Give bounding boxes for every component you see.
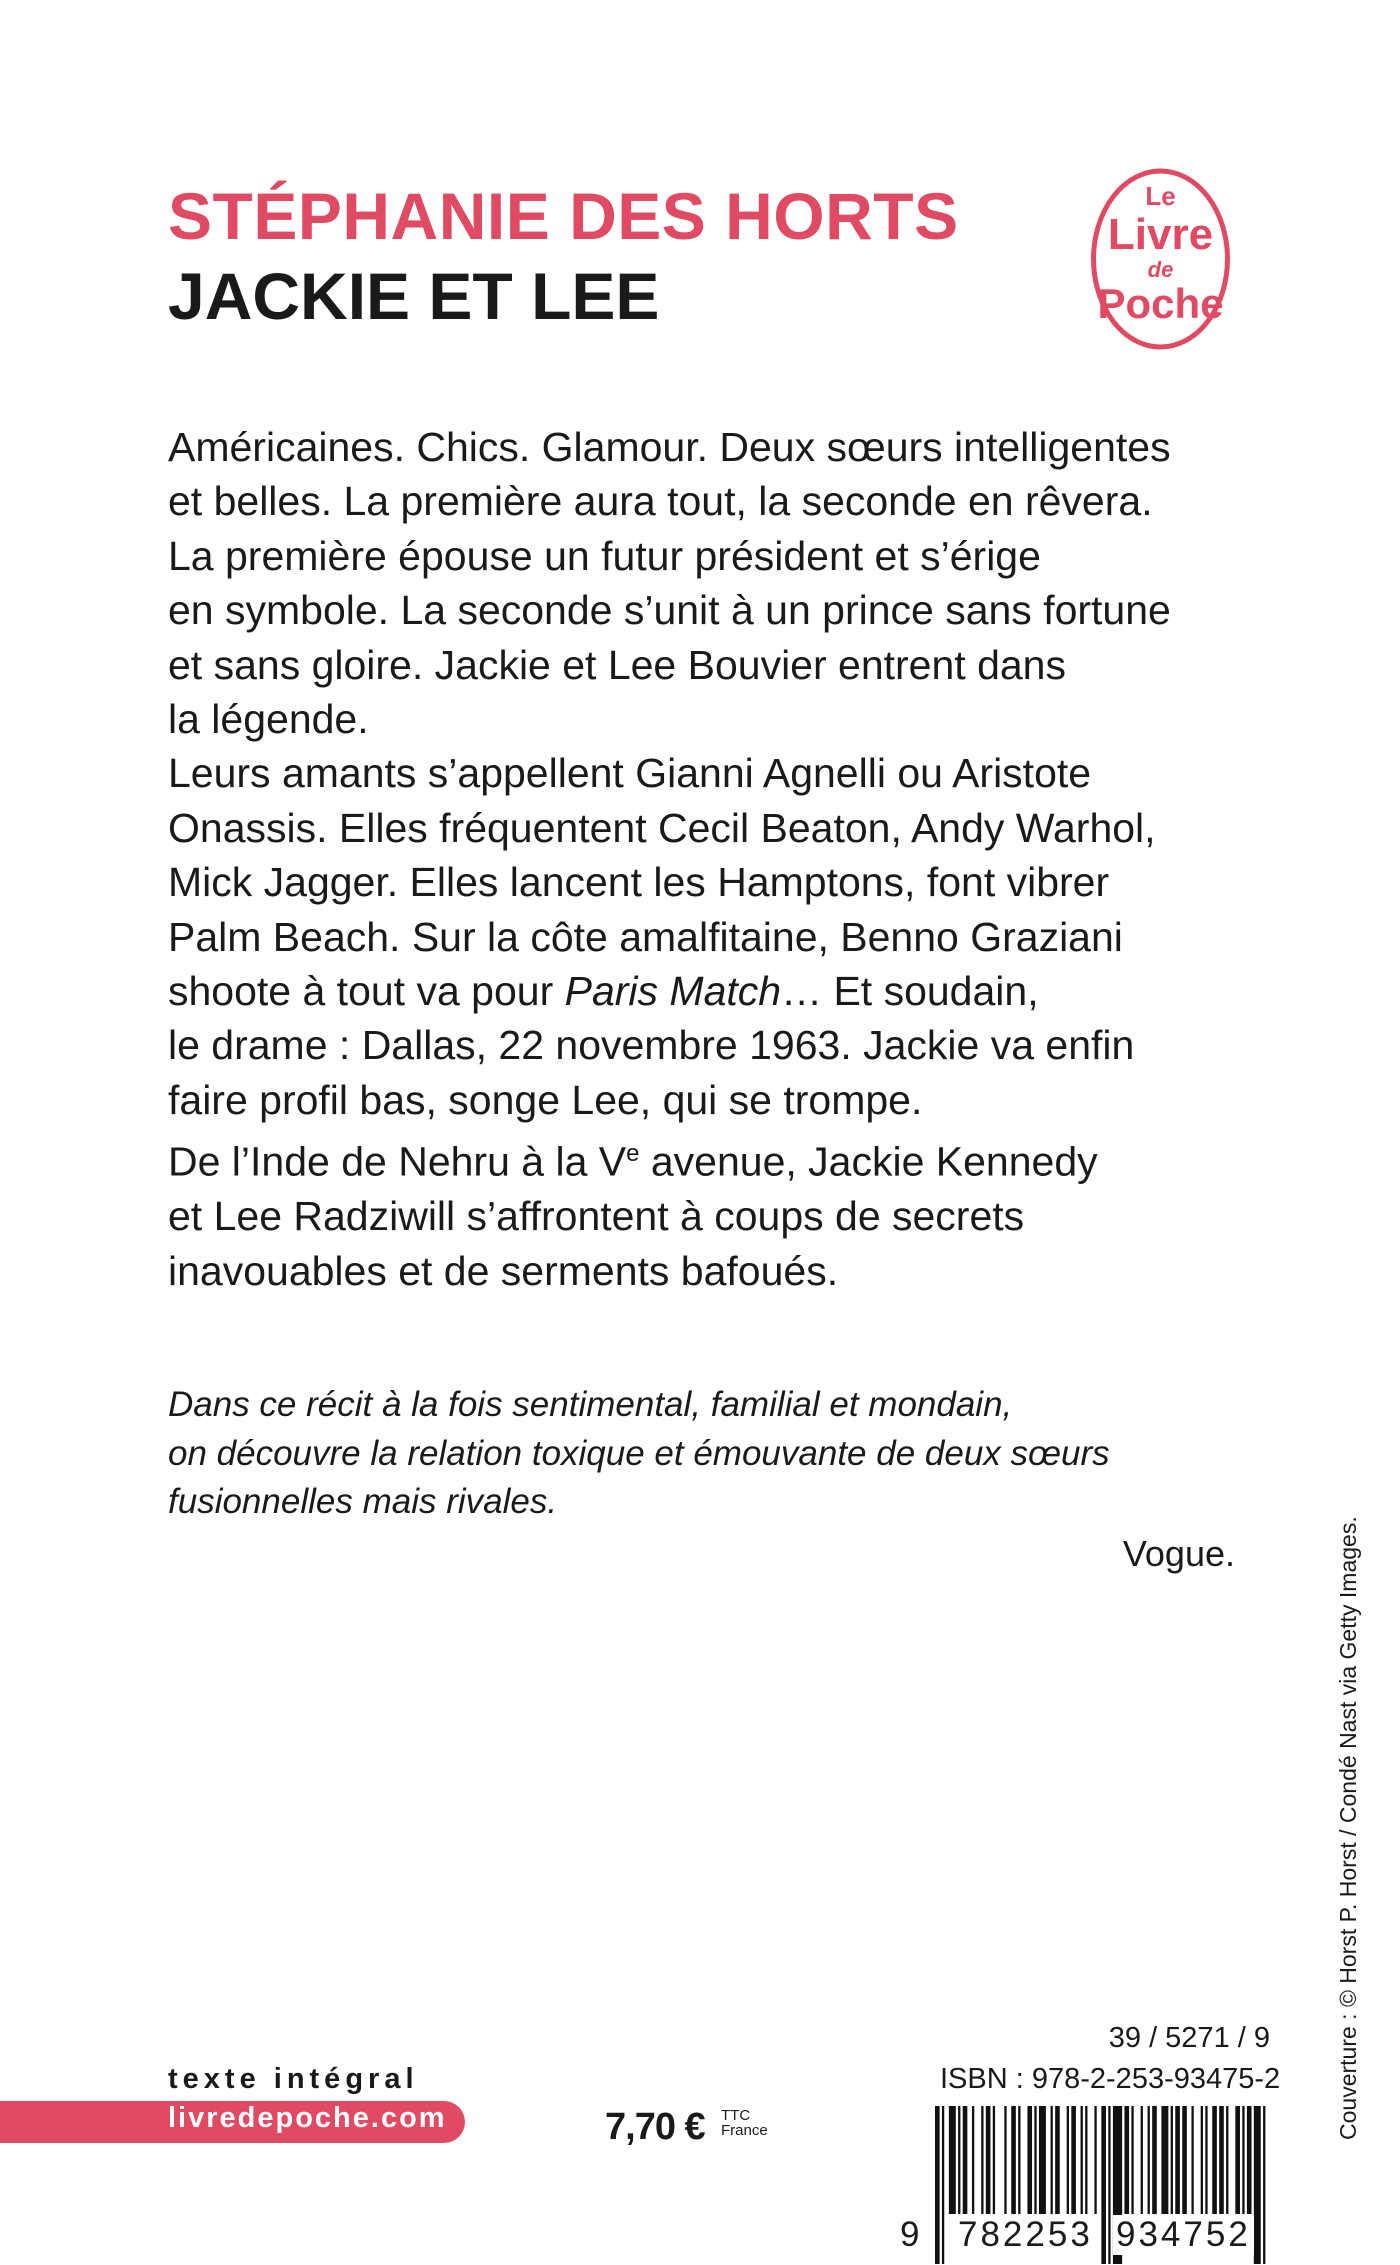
- barcode-bar: [1247, 2106, 1252, 2214]
- synopsis-line: [168, 1127, 1248, 1189]
- barcode-bar: [1034, 2106, 1036, 2214]
- author-name: STÉPHANIE DES HORTS: [168, 179, 959, 253]
- quote-source: Vogue.: [1122, 1533, 1235, 1574]
- barcode-bar: [1131, 2106, 1133, 2214]
- synopsis-line: Onassis. Elles fréquentent Cecil Beaton, Andy Warhol,: [168, 804, 1156, 851]
- barcode-bar: [1235, 2106, 1240, 2214]
- barcode-bar: [1124, 2106, 1129, 2214]
- barcode-bar: [1152, 2106, 1157, 2214]
- barcode-bar: [1067, 2106, 1069, 2214]
- barcode-bar: [949, 2106, 956, 2214]
- synopsis-text: De l’Inde de Nehru à la V: [168, 1138, 627, 1185]
- barcode-bar: [1055, 2106, 1060, 2214]
- synopsis-line: la légende.: [168, 696, 369, 743]
- synopsis-line: en symbole. La seconde s’unit à un prince sans fortune: [168, 587, 1171, 634]
- price: 7,70 €: [605, 2106, 705, 2148]
- barcode-bar: [1226, 2106, 1228, 2214]
- barcode-bar: [981, 2106, 983, 2214]
- barcode-bar: [993, 2106, 995, 2214]
- barcode-bar: [1212, 2106, 1217, 2214]
- barcode-bar: [1161, 2106, 1168, 2214]
- barcode-digits-left: 782253: [955, 2215, 1096, 2255]
- texte-integral-label: texte intégral: [168, 2063, 419, 2095]
- logo-line-de: de: [1147, 257, 1174, 282]
- barcode-bar: [1205, 2106, 1207, 2214]
- barcode-bar: [1004, 2106, 1006, 2214]
- logo-line-le: Le: [1145, 181, 1176, 211]
- synopsis-line: et belles. La première aura tout, la seconde en rêvera.: [168, 478, 1153, 525]
- barcode-bar: [1263, 2106, 1265, 2264]
- synopsis-text: … Et soudain,: [781, 968, 1039, 1015]
- barcode-bar: [1085, 2106, 1087, 2214]
- synopsis-line: Leurs amants s’appellent Gianni Agnelli ou Aristote: [168, 750, 1092, 797]
- barcode-digit-first: 9: [897, 2215, 925, 2255]
- barcode-bar: [1039, 2106, 1046, 2214]
- catalog-code: 39 / 5271 / 9: [1108, 2022, 1270, 2054]
- barcode-bar: [958, 2106, 960, 2214]
- barcode-bar: [1254, 2106, 1261, 2264]
- cover-credit: Couverture : © Horst P. Horst / Condé Nast via Getty Images.: [1335, 1516, 1361, 2140]
- barcode-bar: [1148, 2106, 1150, 2214]
- superscript: e: [626, 1140, 640, 1168]
- barcode-digits-right: 934752: [1113, 2215, 1254, 2255]
- barcode-bar: [1101, 2106, 1106, 2264]
- barcode-bar: [1141, 2106, 1143, 2214]
- barcode-bar: [1191, 2106, 1193, 2214]
- barcode-bar: [935, 2106, 940, 2264]
- ttc-label: TTC: [721, 2107, 751, 2124]
- barcode-bar: [1051, 2106, 1053, 2214]
- barcode-bar: [1242, 2106, 1244, 2214]
- synopsis-line: le drame : Dallas, 22 novembre 1963. Jackie va enfin: [168, 1022, 1135, 1069]
- barcode-bar: [972, 2106, 974, 2214]
- quote-line: Dans ce récit à la fois sentimental, familial et mondain,: [168, 1385, 1013, 1424]
- barcode-bar: [963, 2106, 968, 2214]
- barcode-bar: [1018, 2106, 1020, 2214]
- quote-line: fusionnelles mais rivales.: [168, 1482, 558, 1521]
- barcode-bar: [1094, 2106, 1096, 2214]
- barcode-bar: [1027, 2106, 1032, 2214]
- synopsis-line: Mick Jagger. Elles lancent les Hamptons, font vibrer: [168, 859, 1110, 906]
- synopsis-line: inavouables et de serments bafoués.: [168, 1247, 839, 1294]
- logo-line-livre: Livre: [1107, 210, 1214, 259]
- barcode-bar: [1182, 2106, 1187, 2214]
- barcode-bar: [1201, 2106, 1203, 2214]
- website-link[interactable]: livredepoche.com: [168, 2102, 447, 2134]
- barcode-bar: [1011, 2106, 1016, 2214]
- synopsis-line: faire profil bas, songe Lee, qui se trompe.: [168, 1076, 923, 1123]
- isbn: ISBN : 978-2-253-93475-2: [940, 2063, 1281, 2095]
- press-quote: [168, 1381, 1248, 1527]
- barcode-bar: [1081, 2106, 1083, 2214]
- synopsis-line: La première épouse un futur président et s’érige: [168, 532, 1041, 579]
- barcode-bar: [1219, 2106, 1224, 2214]
- barcode-bar: [1175, 2106, 1180, 2214]
- synopsis-line: Palm Beach. Sur la côte amalfitaine, Benno Graziani: [168, 913, 1123, 960]
- synopsis-line: [168, 964, 1248, 1018]
- barcode-bar: [986, 2106, 991, 2214]
- synopsis-line: et sans gloire. Jackie et Lee Bouvier entrent dans: [168, 641, 1066, 688]
- synopsis: [168, 420, 1248, 1298]
- logo-line-poche: Poche: [1097, 280, 1224, 327]
- country-label: France: [721, 2122, 768, 2139]
- barcode-bar: [1171, 2106, 1173, 2214]
- barcode-bar: [1108, 2106, 1110, 2264]
- price-tax-note: [721, 2108, 768, 2138]
- barcode-bar: [1071, 2106, 1076, 2214]
- synopsis-line: et Lee Radziwill s’affrontent à coups de secrets: [168, 1193, 1025, 1240]
- book-title: JACKIE ET LEE: [168, 259, 660, 333]
- publisher-logo: [1088, 165, 1233, 353]
- magazine-title: Paris Match: [564, 968, 782, 1015]
- synopsis-text: avenue, Jackie Kennedy: [639, 1138, 1098, 1185]
- barcode-bar: [942, 2106, 944, 2264]
- synopsis-text: shoote à tout va pour: [168, 968, 565, 1015]
- synopsis-line: Américaines. Chics. Glamour. Deux sœurs intelligentes: [168, 424, 1171, 470]
- quote-line: on découvre la relation toxique et émouvante de deux sœurs: [168, 1433, 1110, 1473]
